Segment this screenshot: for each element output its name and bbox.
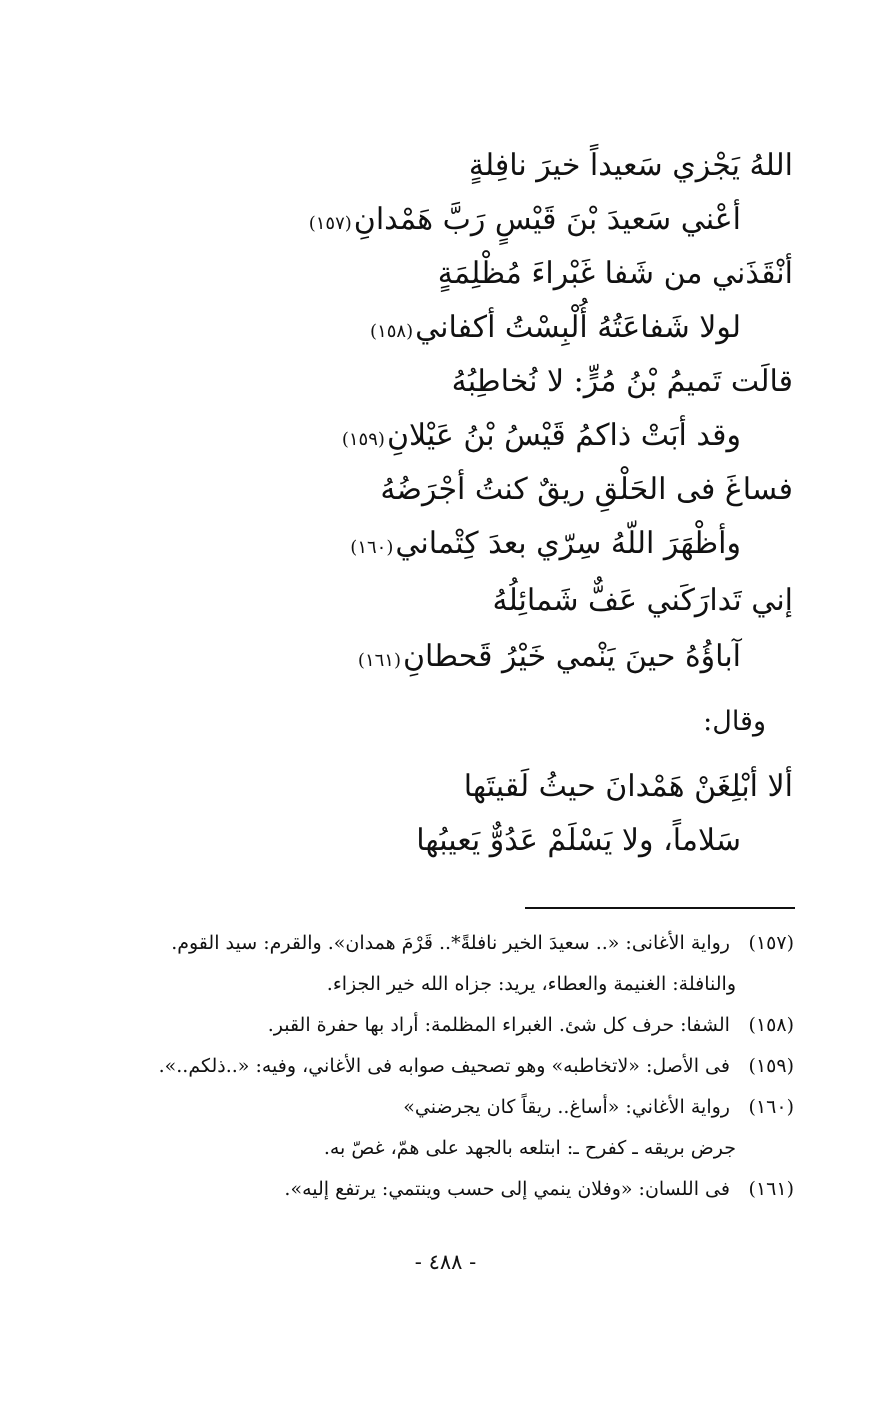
page-number: - ٤٨٨ -: [414, 1250, 477, 1274]
footnote-text: الشفا: حرف كل شئ. الغبراء المظلمة: أراد بها حفرة القبر.: [267, 1014, 730, 1036]
footnote-text: رواية الأغانى: «.. سعيدَ الخير نافلةً*.. قَرْمَ همدان». والقرم: سيد القوم.: [171, 932, 730, 954]
footnote-161: [60, 1177, 794, 1202]
footnote-number: (١٥٨): [748, 1014, 794, 1036]
footnote-number: (١٥٧): [748, 932, 794, 954]
footnote-text: رواية الأغاني: «أساغ.. ريقاً كان يجرضني»: [403, 1096, 730, 1118]
verse-line-2: [88, 201, 741, 239]
footnote-text: فى الأصل: «لاتخاطبه» وهو تصحيف صوابه فى الأغاني، وفيه: «..ذلكم..».: [158, 1055, 730, 1077]
verse-text: أنْقَذَني من شَفا غَبْراءَ مُظْلِمَةٍ: [437, 256, 793, 291]
verse-line-3: [88, 255, 793, 293]
verse-text: إني تَدارَكَني عَفٌّ شَمائِلُهُ: [492, 583, 793, 618]
verse-line-1: [88, 147, 793, 185]
footnote-number: (١٥٩): [748, 1055, 794, 1077]
verse-line-12: [88, 822, 741, 860]
footnote-158: [60, 1013, 794, 1038]
footnote-text: والنافلة: الغنيمة والعطاء، يريد: جزاه الله خير الجزاء.: [326, 973, 736, 995]
verse-line-11: [88, 768, 793, 806]
footnote-marker: (١٥٨): [370, 321, 414, 342]
footnote-160: [60, 1095, 794, 1120]
footnote-number: (١٦١): [748, 1178, 794, 1200]
footnote-number: (١٦٠): [748, 1096, 794, 1118]
footnote-160-continued: [60, 1136, 736, 1161]
footnote-marker: (١٥٩): [341, 429, 385, 450]
verse-text: لولا شَفاعَتُهُ أُلْبِسْتُ أكفاني: [415, 310, 741, 345]
footnote-159: [60, 1054, 794, 1079]
verse-line-5: [88, 363, 793, 401]
verse-text: آباؤُهُ حينَ يَنْمي خَيْرُ قَحطانِ: [403, 639, 741, 674]
poem-intro: وقال:: [703, 706, 766, 737]
footnote-divider: [525, 907, 795, 909]
verse-line-10: [88, 638, 741, 676]
verse-text: ألا أبْلِغَنْ هَمْدانَ حيثُ لَقيتَها: [463, 769, 793, 804]
verse-line-7: [88, 471, 793, 509]
verse-text: سَلاماً، ولا يَسْلَمْ عَدُوٌّ يَعيبُها: [416, 823, 741, 858]
verse-line-4: [88, 309, 741, 347]
verse-text: اللهُ يَجْزي سَعيداً خيرَ نافِلةٍ: [468, 148, 793, 183]
verse-text: قالَت تَميمُ بْنُ مُرٍّ: لا نُخاطِبُهُ: [451, 364, 793, 399]
verse-text: وقد أبَتْ ذاكمُ قَيْسُ بْنُ عَيْلانِ: [386, 418, 741, 453]
verse-line-8: [88, 525, 741, 563]
verse-text: وأظْهَرَ اللّهُ سِرّي بعدَ كِتْماني: [395, 526, 741, 561]
footnote-157: [60, 931, 794, 956]
verse-line-9: [88, 582, 793, 620]
verse-text: فساغَ فى الحَلْقِ ريقٌ كنتُ أجْرَضُهُ: [380, 472, 793, 507]
footnote-marker: (١٥٧): [308, 213, 352, 234]
footnote-marker: (١٦١): [357, 650, 401, 671]
footnote-157-continued: [60, 972, 736, 997]
footnote-marker: (١٦٠): [350, 537, 394, 558]
footnote-text: فى اللسان: «وفلان ينمي إلى حسب وينتمي: يرتفع إليه».: [284, 1178, 730, 1200]
verse-line-6: [88, 417, 741, 455]
verse-text: أعْني سَعيدَ بْنَ قَيْسٍ رَبَّ هَمْدانِ: [353, 202, 741, 237]
footnote-text: جرض بريقه ـ كفرح ـ: ابتلعه بالجهد على همّ، غصّ به.: [323, 1137, 736, 1159]
